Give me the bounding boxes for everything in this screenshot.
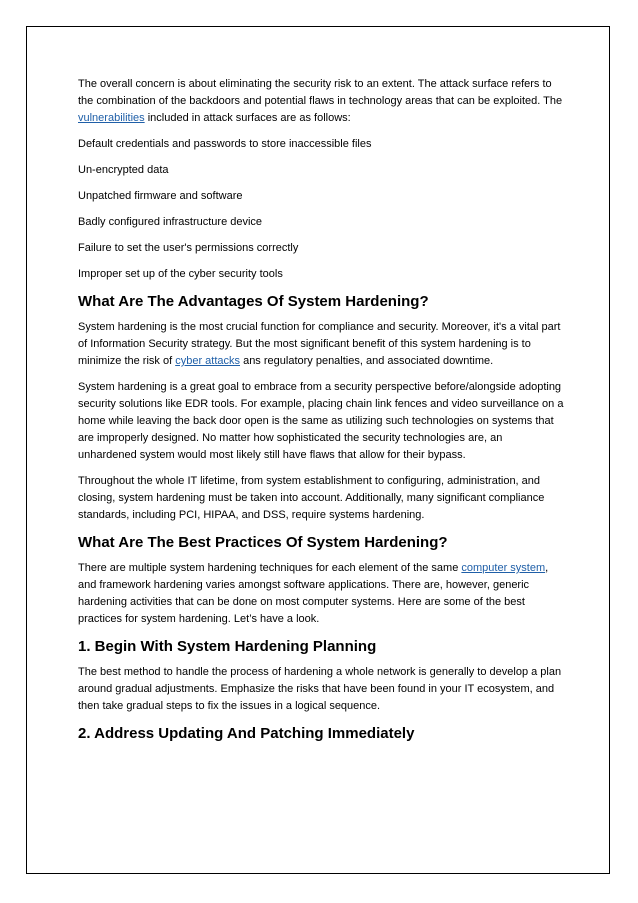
practices-paragraph: There are multiple system hardening techniques for each element of the same computer system, and framework hardening varies amongst software applications. There are, however, generic hardening activities that can be done on most computer systems. Here are some of the best practices for system hardening. Let’s have a look.	[78, 562, 549, 625]
advantages-paragraph-1: System hardening is the most crucial function for compliance and security. Moreover, it's a vital part of Information Security strategy. But the most significant benefit of this system hardening is to minimize the risk of cyber attacks ans regulatory penalties, and associated downtime.	[78, 321, 561, 367]
list-item: Improper set up of the cyber security tools	[78, 268, 283, 280]
list-item: Un-encrypted data	[78, 164, 169, 176]
vulnerabilities-link[interactable]: vulnerabilities	[78, 112, 145, 124]
step1-heading: 1. Begin With System Hardening Planning	[78, 638, 377, 655]
step1-paragraph: The best method to handle the process of hardening a whole network is generally to develop a plan around gradual adjustments. Emphasize the risks that have been found in your IT ecosystem, and then take gradual steps to fix the issues in a logical sequence.	[78, 666, 562, 712]
computer-system-link[interactable]: computer system	[461, 562, 546, 574]
list-item: Unpatched firmware and software	[78, 190, 243, 202]
practices-heading: What Are The Best Practices Of System Hardening?	[78, 534, 448, 551]
intro-paragraph: The overall concern is about eliminating the security risk to an extent. The attack surface refers to the combination of the backdoors and potential flaws in technology areas that can be exploited. The vulnerabilities included in attack surfaces are as follows:	[78, 78, 563, 124]
list-item: Badly configured infrastructure device	[78, 216, 263, 228]
step2-heading: 2. Address Updating And Patching Immediately	[78, 725, 415, 742]
cyber-attacks-link[interactable]: cyber attacks	[175, 355, 241, 367]
advantages-paragraph-2: System hardening is a great goal to embrace from a security perspective before/alongside adopting security solutions like EDR tools. For example, placing chain link fences and video surveillance on a home while leaving the back door open is the same as utilizing such technologies on systems that are improperly designed. No matter how sophisticated the security technologies are, an unhardened system would most likely still have flaws that allow for their bypass.	[78, 381, 564, 461]
advantages-heading: What Are The Advantages Of System Hardening?	[78, 293, 429, 310]
list-item: Default credentials and passwords to store inaccessible files	[78, 138, 372, 150]
advantages-paragraph-3: Throughout the whole IT lifetime, from system establishment to configuring, administration, and closing, system hardening must be taken into account. Additionally, many significant compliance standards, including PCI, HIPAA, and DSS, require systems hardening.	[78, 475, 545, 521]
document-body	[78, 76, 564, 751]
list-item: Failure to set the user's permissions correctly	[78, 242, 299, 254]
attack-surface-list	[78, 136, 564, 283]
